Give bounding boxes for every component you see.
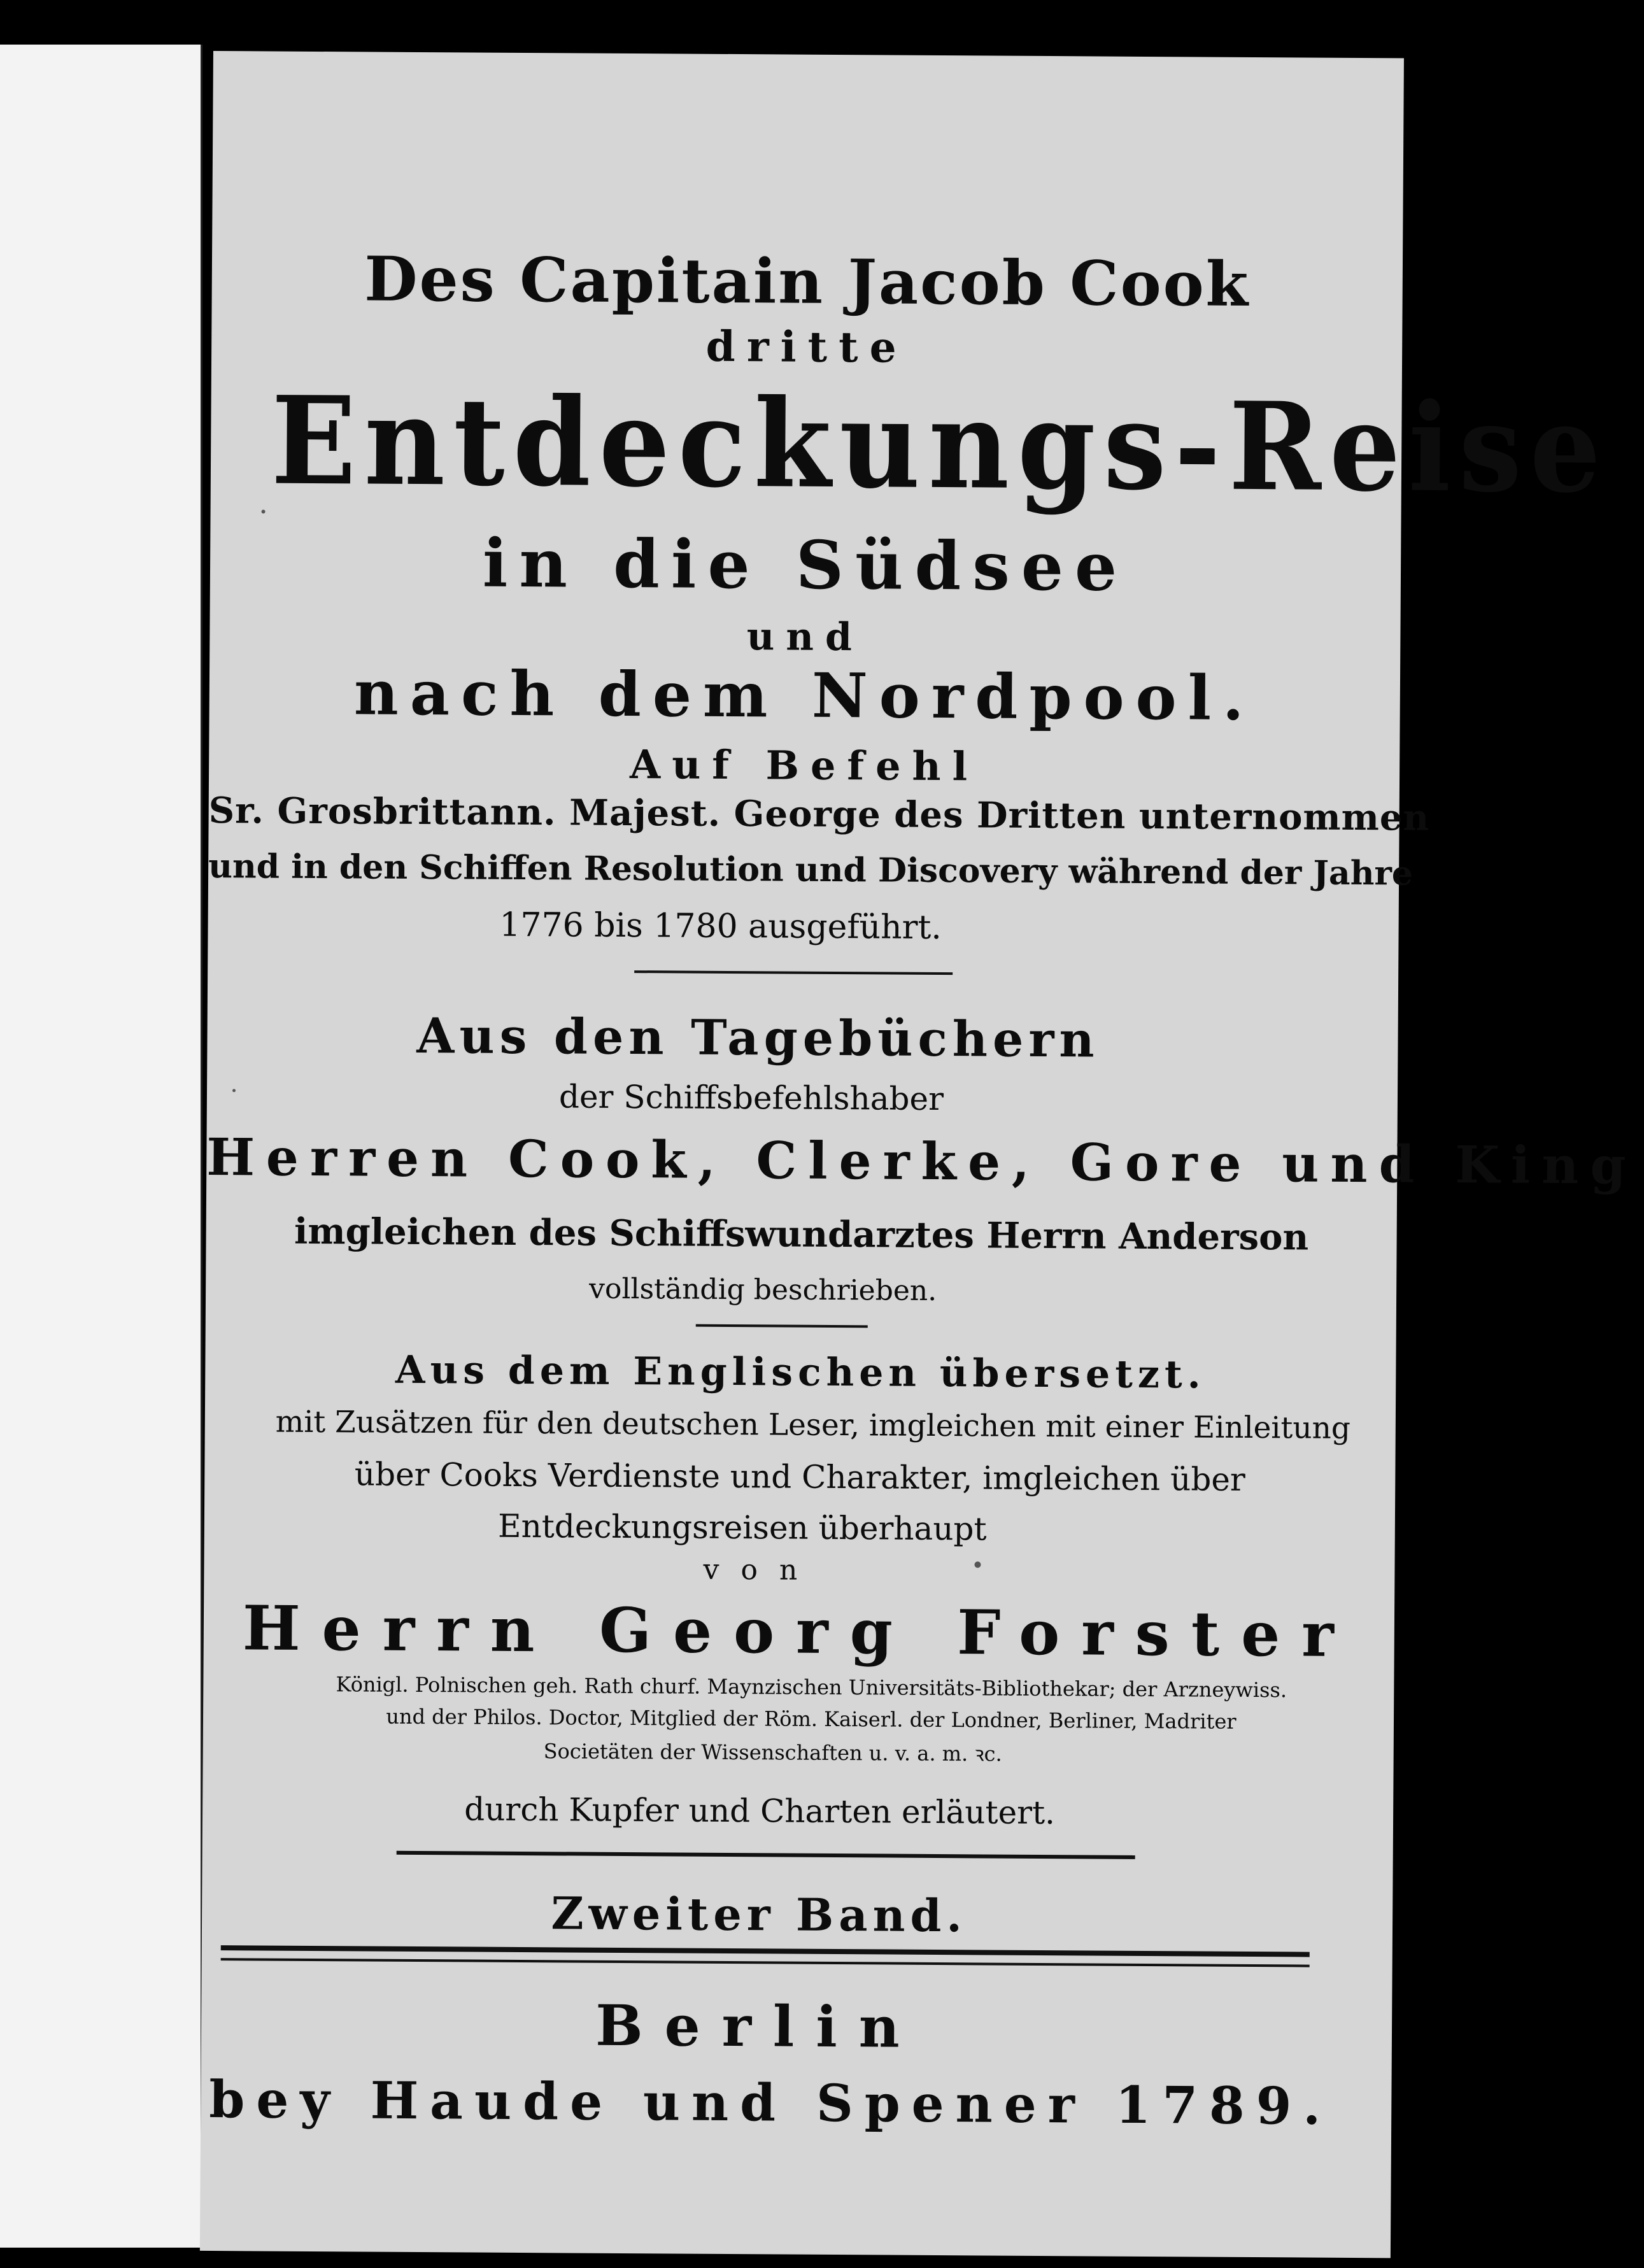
title-line-8: Sr. Grosbrittann. Majest. George des Dritten unternommen xyxy=(208,789,1430,839)
title-line-13: Herren Cook, Clerke, Gore und King xyxy=(206,1126,1638,1196)
publisher-line: bey Haude und Spener 1789. xyxy=(209,2069,1333,2136)
title-line-4: in die Südsee xyxy=(482,523,1129,606)
title-line-23: und der Philos. Doctor, Mitglied der Röm. Kaiserl. der Londner, Berliner, Madriter xyxy=(386,1704,1237,1734)
title-line-1: Des Capitain Jacob Cook xyxy=(364,243,1251,320)
main-title: Entdeckungs-Reise xyxy=(271,369,1610,520)
divider-rule-3 xyxy=(397,1851,1135,1859)
divider-rule-1 xyxy=(634,970,953,975)
title-line-18: über Cooks Verdienste und Charakter, imgleichen über xyxy=(354,1456,1245,1498)
title-line-24: Societäten der Wissenschaften u. v. a. m. ꝛc. xyxy=(543,1739,1002,1766)
title-line-25: durch Kupfer und Charten erläutert. xyxy=(464,1790,1056,1832)
place-of-publication: Berlin xyxy=(595,1992,922,2060)
volume-label: Zweiter Band. xyxy=(551,1887,968,1943)
title-line-22: Königl. Polnischen geh. Rath churf. Maynzischen Universitäts-Bibliothekar; der Arzneywiss. xyxy=(336,1672,1287,1703)
title-line-5: und xyxy=(746,614,864,660)
title-line-12: der Schiffsbefehlshaber xyxy=(558,1078,944,1118)
author-name: Herrn Georg Forster xyxy=(242,1592,1356,1671)
double-rule-bottom xyxy=(221,1958,1310,1967)
divider-rule-2 xyxy=(696,1324,868,1328)
title-line-6: nach dem Nordpool. xyxy=(353,656,1256,735)
title-line-7: Auf Befehl xyxy=(629,741,979,790)
title-line-11: Aus den Tagebüchern xyxy=(416,1007,1100,1068)
title-line-2: dritte xyxy=(705,321,908,372)
title-line-20: von xyxy=(703,1553,819,1587)
title-page xyxy=(200,51,1638,2258)
ink-speck xyxy=(262,509,266,513)
ink-speck xyxy=(232,1089,236,1092)
ink-speck xyxy=(974,1561,981,1568)
title-line-10: 1776 bis 1780 ausgeführt. xyxy=(499,905,942,947)
title-line-16: Aus dem Englischen übersetzt. xyxy=(395,1347,1206,1398)
title-line-15: vollständig beschrieben. xyxy=(588,1272,937,1307)
title-line-14: imgleichen des Schiffswundarztes Herrn Anderson xyxy=(294,1210,1309,1259)
title-line-17: mit Zusätzen für den deutschen Leser, imgleichen mit einer Einleitung xyxy=(275,1404,1351,1446)
double-rule-top xyxy=(221,1945,1310,1957)
title-line-19: Entdeckungsreisen überhaupt xyxy=(497,1507,987,1548)
title-line-9: und in den Schiffen Resolution und Discovery während der Jahre xyxy=(208,846,1414,893)
